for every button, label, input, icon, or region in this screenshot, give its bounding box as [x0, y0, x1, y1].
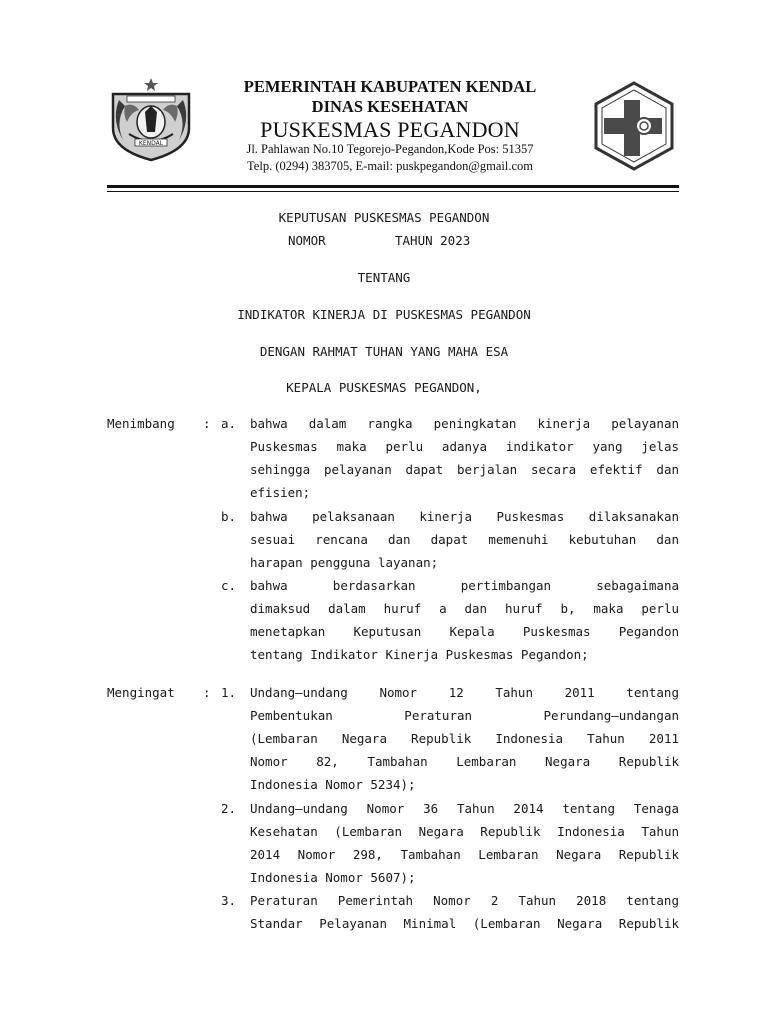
mengingat-2-line: Indonesia Nomor 5607);: [250, 870, 416, 885]
menimbang-marker-a: a.: [221, 416, 237, 431]
mengingat-2-line: 2014 Nomor 298, Tambahan Lembaran Negara Republik: [250, 847, 679, 862]
letterhead-rule-thin: [107, 191, 679, 192]
mengingat-1-line: (Lembaran Negara Republik Indonesia Tahun 2011: [250, 731, 679, 746]
letterhead: [0, 0, 768, 200]
menimbang-c-line: dimaksud dalam huruf a dan huruf b, maka perlu: [250, 601, 679, 616]
letterhead-rule-thick: [107, 185, 679, 188]
menimbang-a-line: sehingga pelayanan dapat berjalan secara efektif dan: [250, 462, 679, 477]
menimbang-a-line: efisien;: [250, 485, 311, 500]
issuer: KEPALA PUSKESMAS PEGANDON,: [286, 380, 482, 395]
menimbang-label: Menimbang: [107, 416, 175, 431]
mengingat-3-line: Peraturan Pemerintah Nomor 2 Tahun 2018 tentang: [250, 893, 679, 908]
invocation: DENGAN RAHMAT TUHAN YANG MAHA ESA: [259, 344, 509, 359]
menimbang-b-line: bahwa pelaksanaan kinerja Puskesmas dilaksanakan: [250, 509, 679, 524]
mengingat-marker-3: 3.: [221, 893, 237, 908]
emblem-caption: KENDAL: [138, 140, 164, 147]
mengingat-1-line: Pembentukan Peraturan Perundang–undangan: [250, 708, 679, 723]
institution-address: Jl. Pahlawan No.10 Tegorejo-Pegandon,Kode Pos: 51357: [246, 142, 534, 156]
menimbang-a-line: Puskesmas maka perlu adanya indikator yang jelas: [250, 439, 679, 454]
menimbang-marker-b: b.: [221, 509, 237, 524]
menimbang-marker-c: c.: [221, 578, 237, 593]
decree-title: KEPUTUSAN PUSKESMAS PEGANDON: [278, 210, 490, 225]
menimbang-c-line: menetapkan Keputusan Kepala Puskesmas Pegandon: [250, 624, 679, 639]
mengingat-1-line: Undang–undang Nomor 12 Tahun 2011 tentang: [250, 685, 679, 700]
about-label: TENTANG: [357, 270, 411, 285]
menimbang-c-line: tentang Indikator Kinerja Puskesmas Pegandon;: [250, 647, 589, 662]
institution-contact: Telp. (0294) 383705, E-mail: puskpegandon@gmail.com: [247, 159, 533, 173]
mengingat-1-line: Indonesia Nomor 5234);: [250, 777, 416, 792]
puskesmas-cross-hexagon-icon: [588, 80, 680, 172]
menimbang-c-line: bahwa berdasarkan pertimbangan sebagaimana: [250, 578, 679, 593]
mengingat-label: Mengingat: [107, 685, 175, 700]
mengingat-3-line: Standar Pelayanan Minimal (Lembaran Negara Republik: [250, 916, 679, 931]
menimbang-colon: :: [203, 416, 211, 431]
number-label: NOMOR: [288, 233, 326, 248]
mengingat-1-line: Nomor 82, Tambahan Lembaran Negara Republik: [250, 754, 679, 769]
department-name: DINAS KESEHATAN: [311, 97, 469, 116]
mengingat-marker-2: 2.: [221, 801, 237, 816]
kendal-regency-emblem-icon: [105, 76, 197, 162]
decree-subject: INDIKATOR KINERJA DI PUSKESMAS PEGANDON: [237, 307, 531, 322]
institution-name: PUSKESMAS PEGANDON: [260, 117, 520, 142]
menimbang-b-line: sesuai rencana dan dapat memenuhi kebutuhan dan: [250, 532, 679, 547]
government-name: PEMERINTAH KABUPATEN KENDAL: [243, 77, 537, 96]
menimbang-a-line: bahwa dalam rangka peningkatan kinerja pelayanan: [250, 416, 679, 431]
year-label: TAHUN 2023: [395, 233, 471, 248]
mengingat-colon: :: [203, 685, 211, 700]
mengingat-marker-1: 1.: [221, 685, 237, 700]
mengingat-2-line: Kesehatan (Lembaran Negara Republik Indonesia Tahun: [250, 824, 679, 839]
mengingat-2-line: Undang–undang Nomor 36 Tahun 2014 tentang Tenaga: [250, 801, 679, 816]
menimbang-b-line: harapan pengguna layanan;: [250, 555, 439, 570]
